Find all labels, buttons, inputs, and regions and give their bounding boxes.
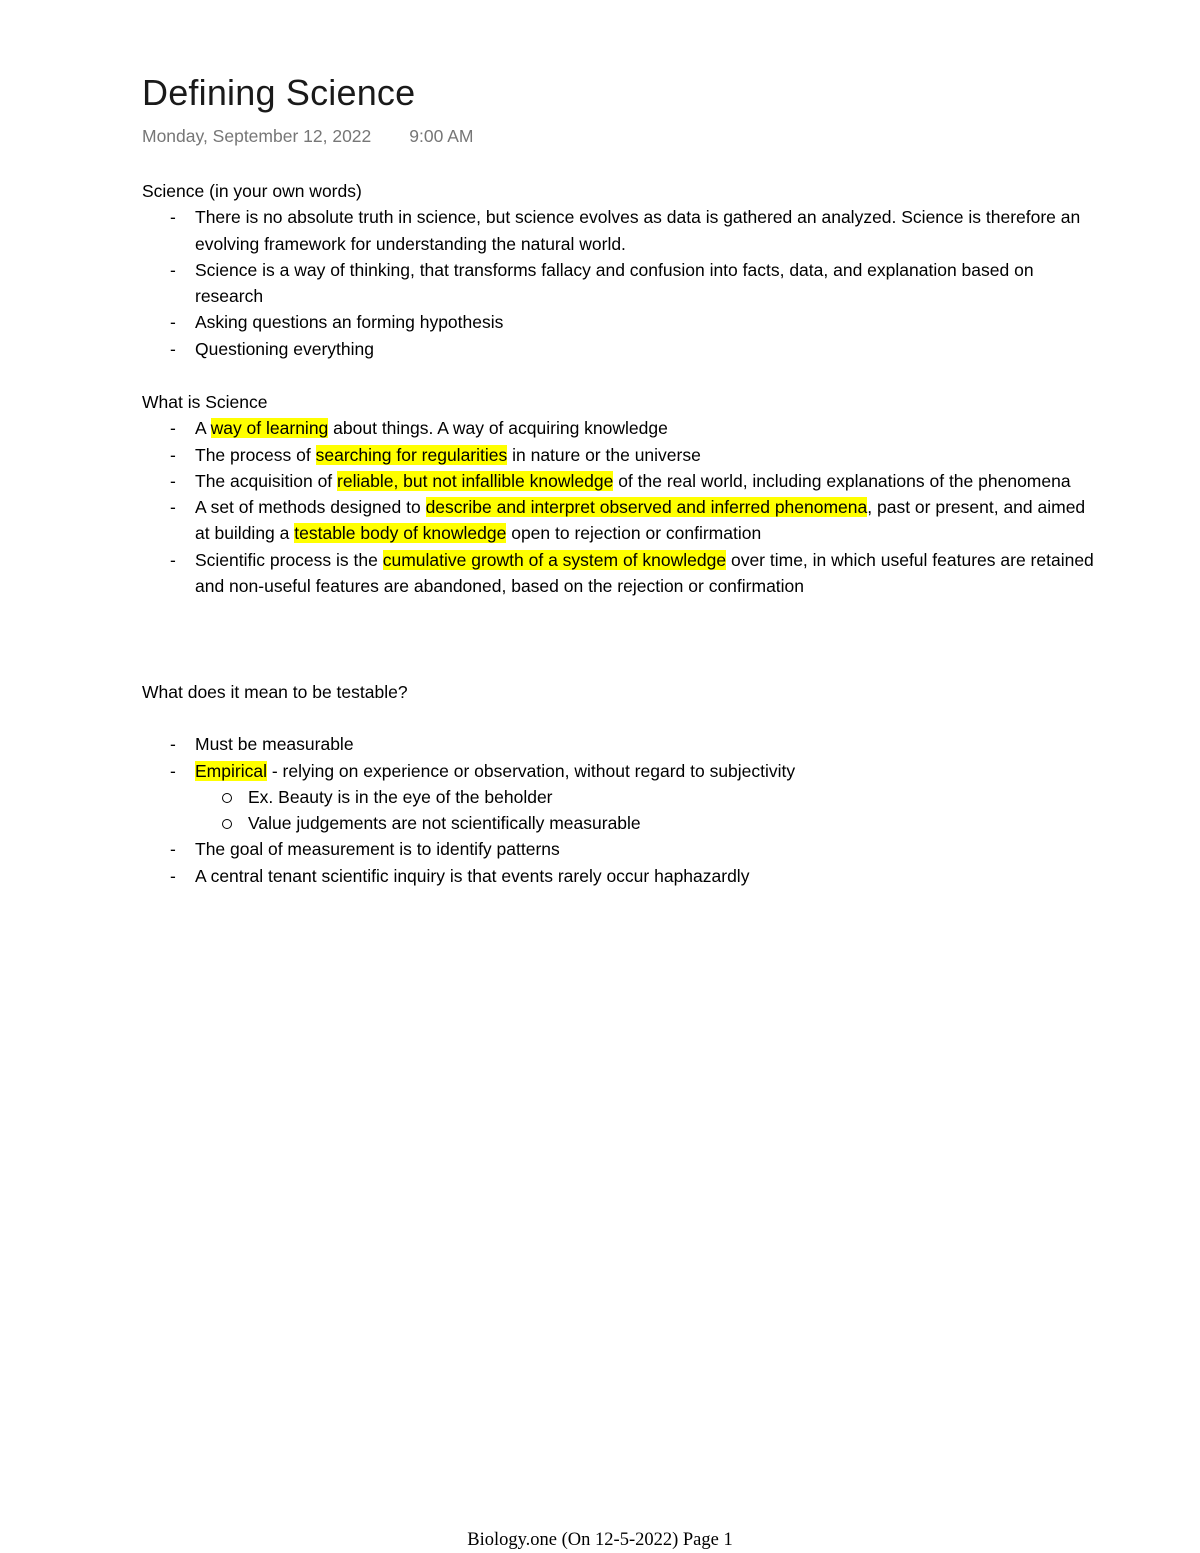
circle-bullet-icon	[222, 793, 232, 803]
sub-list-item	[195, 810, 1102, 836]
item-text: Value judgements are not scientifically measurable	[248, 813, 641, 834]
list-item	[142, 257, 1102, 310]
section-heading: Science (in your own words)	[142, 181, 362, 201]
dash-bullet: -	[170, 734, 176, 755]
highlighted-text: Empirical	[195, 760, 267, 781]
page-time: 9:00 AM	[409, 126, 474, 146]
item-text: Must be measurable	[195, 734, 354, 755]
list-item	[142, 758, 1102, 837]
item-text: of the real world, including explanations of the phenomena	[613, 470, 1071, 491]
dash-bullet: -	[170, 207, 176, 228]
list-item	[142, 863, 1102, 889]
highlighted-text: describe and interpret observed and inferred phenomena	[425, 497, 868, 518]
item-text: in nature or the universe	[507, 444, 701, 465]
dash-bullet: -	[170, 444, 176, 465]
page-title: Defining Science	[142, 72, 416, 113]
dash-bullet: -	[170, 418, 176, 439]
item-text: Scientific process is the	[195, 549, 383, 570]
highlighted-text: testable body of knowledge	[294, 523, 507, 544]
item-text: about things. A way of acquiring knowledge	[328, 418, 668, 439]
list-item	[142, 547, 1102, 600]
page-footer: Biology.one (On 12-5-2022) Page 1	[467, 1530, 733, 1550]
list-item	[142, 204, 1102, 257]
item-text: , past or present, and aimed at building a	[195, 497, 1086, 544]
list-item	[142, 415, 1102, 441]
list-item	[142, 309, 1102, 335]
item-text: The process of	[195, 444, 316, 465]
page-date: Monday, September 12, 2022	[142, 126, 372, 146]
dash-bullet: -	[170, 497, 176, 518]
item-text: There is no absolute truth in science, but science evolves as data is gathered an analyzed. Science is therefore an evolving framework for understanding the natural world.	[195, 207, 1081, 254]
item-text: Asking questions an forming hypothesis	[195, 312, 504, 333]
item-text: Questioning everything	[195, 338, 374, 359]
section-heading: What does it mean to be testable?	[142, 682, 408, 702]
dash-bullet: -	[170, 259, 176, 280]
item-text: open to rejection or confirmation	[506, 523, 762, 544]
section-testable	[142, 679, 1102, 889]
list-item	[142, 442, 1102, 468]
bullet-list	[142, 204, 1102, 362]
dash-bullet: -	[170, 760, 176, 781]
dash-bullet: -	[170, 865, 176, 886]
list-item	[142, 336, 1102, 362]
item-text: A central tenant scientific inquiry is that events rarely occur haphazardly	[195, 865, 750, 886]
item-text: - relying on experience or observation, without regard to subjectivity	[266, 760, 796, 781]
dash-bullet: -	[170, 312, 176, 333]
highlighted-text: searching for regularities	[315, 444, 508, 465]
item-text: over time, in which useful features are retained and non-useful features are abandoned, based on the rejection or confirmation	[195, 549, 1094, 597]
item-text: A	[195, 418, 211, 439]
dash-bullet: -	[170, 549, 176, 570]
list-item	[142, 468, 1102, 494]
circle-bullet-icon	[222, 819, 232, 829]
highlighted-text: reliable, but not infallible knowledge	[337, 470, 614, 491]
page-datetime	[142, 126, 474, 147]
section-own-words	[142, 178, 1102, 362]
item-text: Ex. Beauty is in the eye of the beholder	[248, 786, 553, 807]
dash-bullet: -	[170, 839, 176, 860]
highlighted-text: way of learning	[210, 418, 329, 439]
dash-bullet: -	[170, 470, 176, 491]
list-item	[142, 731, 1102, 757]
bullet-list	[142, 415, 1102, 599]
bullet-list	[142, 731, 1102, 889]
item-text: A set of methods designed to	[195, 497, 426, 518]
list-item	[142, 836, 1102, 862]
blank-line	[142, 705, 1102, 731]
item-text: The goal of measurement is to identify patterns	[195, 839, 560, 860]
item-text: The acquisition of	[195, 470, 338, 491]
sub-bullet-list	[195, 784, 1102, 837]
highlighted-text: cumulative growth of a system of knowledge	[382, 549, 727, 570]
section-what-is-science	[142, 389, 1102, 599]
section-heading: What is Science	[142, 392, 268, 412]
item-text: Science is a way of thinking, that transforms fallacy and confusion into facts, data, and explanation based on research	[195, 259, 1034, 307]
sub-list-item	[195, 784, 1102, 810]
dash-bullet: -	[170, 338, 176, 359]
list-item	[142, 494, 1102, 547]
